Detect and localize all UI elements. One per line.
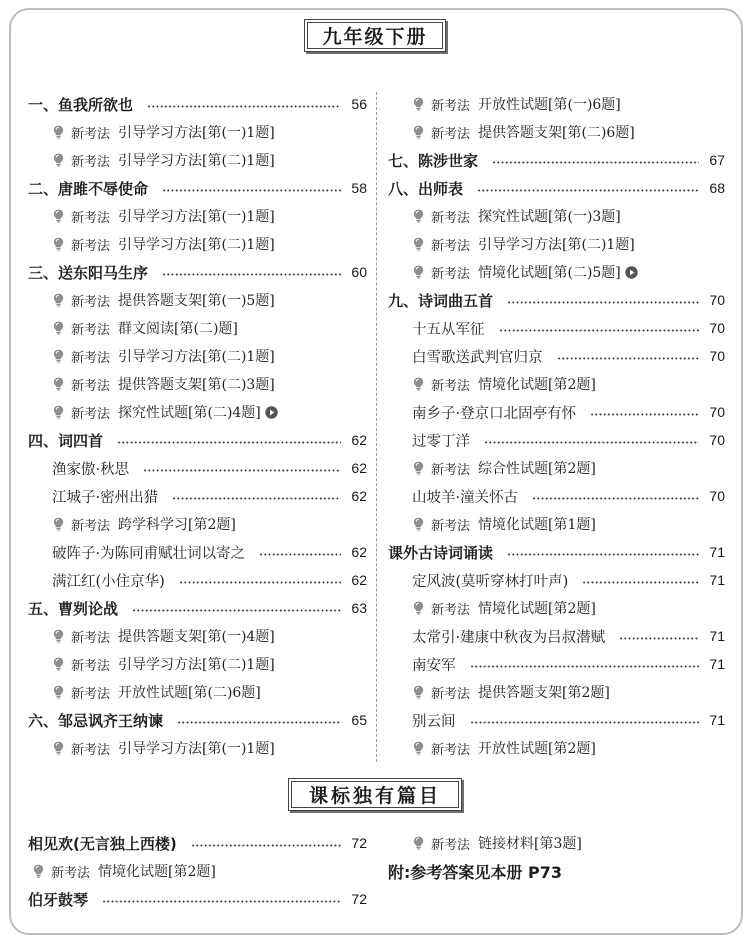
toc-method-item: [388, 118, 725, 146]
method-label: 引导学习方法: [478, 237, 563, 253]
question-ref: [第3题]: [534, 836, 582, 852]
lightbulb-icon: [413, 836, 424, 850]
lightbulb-icon: [53, 685, 64, 699]
section-title: 课标独有篇目: [291, 781, 459, 808]
question-ref: [第(二)1题]: [562, 237, 635, 253]
lightbulb-icon: [413, 685, 424, 699]
toc-poem-entry: [388, 482, 725, 510]
question-ref: [第(一)5题]: [202, 293, 275, 309]
page-number: 71: [709, 656, 725, 672]
lightbulb-icon: [33, 864, 44, 878]
toc-poem-entry: [28, 566, 367, 594]
method-tag: 新考法: [431, 462, 471, 478]
method-tag: 新考法: [431, 210, 471, 226]
question-ref: [第(一)1题]: [202, 741, 275, 757]
page-number: 70: [709, 348, 725, 364]
method-label: 提供答题支架: [478, 125, 563, 141]
question-ref: [第2题]: [548, 741, 596, 757]
page-number: 70: [709, 292, 725, 308]
question-ref: [第(二)6题]: [188, 685, 261, 701]
poem-title: 别云间: [412, 713, 456, 730]
lightbulb-icon: [53, 405, 64, 419]
question-ref: [第(二)1题]: [202, 349, 275, 365]
toc-chapter-heading: [388, 146, 725, 174]
toc-poem-entry: [388, 566, 725, 594]
method-label: 开放性试题: [118, 685, 189, 701]
dot-leader: [162, 273, 341, 276]
chapter-title: 相见欢(无言独上西楼): [28, 834, 177, 853]
lightbulb-icon: [413, 265, 424, 279]
page-number: 71: [709, 544, 725, 560]
dot-leader: [477, 189, 699, 192]
dot-leader: [177, 721, 341, 724]
method-label: 开放性试题: [478, 741, 549, 757]
method-label: 引导学习方法: [118, 209, 203, 225]
lightbulb-icon: [53, 517, 64, 531]
dot-leader: [582, 581, 699, 584]
dot-leader: [557, 357, 700, 360]
toc-chapter-heading: [388, 174, 725, 202]
dot-leader: [507, 553, 699, 556]
dot-leader: [259, 553, 341, 556]
method-label: 情境化试题: [478, 601, 549, 617]
method-label: 探究性试题: [118, 405, 189, 421]
toc-poem-entry: [388, 314, 725, 342]
answer-note: [388, 857, 725, 885]
toc-method-item: [388, 510, 725, 538]
toc-method-item: [388, 230, 725, 258]
method-tag: 新考法: [431, 378, 471, 394]
page-number: 72: [351, 835, 367, 851]
lightbulb-icon: [53, 349, 64, 363]
question-ref: [第(二)题]: [174, 321, 238, 337]
question-ref: [第2题]: [548, 377, 596, 393]
method-tag: 新考法: [71, 210, 111, 226]
volume-title-box: [304, 19, 446, 52]
question-ref: [第(二)4题]: [188, 405, 261, 421]
question-ref: [第(二)1题]: [202, 657, 275, 673]
method-tag: 新考法: [431, 126, 471, 142]
page-number: 67: [709, 152, 725, 168]
question-ref: [第(二)1题]: [202, 237, 275, 253]
method-label: 开放性试题: [478, 97, 549, 113]
toc-chapter-heading: [28, 174, 367, 202]
page-number: 70: [709, 432, 725, 448]
toc-method-item: [388, 594, 725, 622]
dot-leader: [162, 189, 341, 192]
method-label: 引导学习方法: [118, 153, 203, 169]
toc-method-item: [388, 370, 725, 398]
dot-leader: [147, 105, 341, 108]
dot-leader: [492, 161, 699, 164]
poem-title: 十五从军征: [412, 321, 485, 338]
page-number: 63: [351, 600, 367, 616]
question-ref: [第(一)6题]: [548, 97, 621, 113]
method-label: 引导学习方法: [118, 125, 203, 141]
toc-chapter-heading: [388, 538, 725, 566]
poem-title: 太常引·建康中秋夜为吕叔潜赋: [412, 629, 606, 646]
method-tag: 新考法: [431, 518, 471, 534]
chapter-title: 七、陈涉世家: [388, 151, 479, 170]
page-number: 56: [351, 96, 367, 112]
method-tag: 新考法: [431, 238, 471, 254]
question-ref: [第2题]: [562, 685, 610, 701]
dot-leader: [470, 721, 700, 724]
toc-left-column: [28, 90, 367, 762]
dot-leader: [470, 665, 700, 668]
page-number: 71: [709, 572, 725, 588]
lightbulb-icon: [53, 209, 64, 223]
page-number: 70: [709, 488, 725, 504]
method-tag: 新考法: [71, 294, 111, 310]
toc-method-item: [388, 678, 725, 706]
page-number: 58: [351, 180, 367, 196]
method-tag: 新考法: [71, 378, 111, 394]
method-tag: 新考法: [431, 686, 471, 702]
method-label: 探究性试题: [478, 209, 549, 225]
chapter-title: 五、曹刿论战: [28, 599, 119, 618]
toc-method-item: [28, 314, 367, 342]
method-label: 引导学习方法: [118, 349, 203, 365]
chapter-title: 四、词四首: [28, 431, 104, 450]
method-tag: 新考法: [431, 837, 471, 853]
method-label: 提供答题支架: [478, 685, 563, 701]
toc-right-column: [388, 90, 725, 762]
poem-title: 江城子·密州出猎: [52, 489, 159, 506]
page-number: 62: [351, 460, 367, 476]
lightbulb-icon: [413, 601, 424, 615]
poem-title: 满江红(小住京华): [52, 573, 165, 590]
page-number: 70: [709, 404, 725, 420]
method-tag: 新考法: [71, 518, 111, 534]
question-ref: [第2题]: [548, 601, 596, 617]
method-tag: 新考法: [71, 154, 111, 170]
lightbulb-icon: [413, 741, 424, 755]
toc-chapter-heading: [28, 594, 367, 622]
lightbulb-icon: [53, 629, 64, 643]
toc-poem-entry: [388, 650, 725, 678]
toc-method-item: [388, 202, 725, 230]
dot-leader: [172, 497, 341, 500]
method-tag: 新考法: [71, 686, 111, 702]
play-circle-icon: [265, 406, 278, 419]
chapter-title: 九、诗词曲五首: [388, 291, 494, 310]
toc-method-item: [28, 510, 367, 538]
dot-leader: [532, 497, 699, 500]
lightbulb-icon: [53, 657, 64, 671]
method-label: 引导学习方法: [118, 741, 203, 757]
question-ref: [第(一)1题]: [202, 125, 275, 141]
method-label: 综合性试题: [478, 461, 549, 477]
page-number: 72: [351, 891, 367, 907]
lightbulb-icon: [413, 209, 424, 223]
toc-chapter-heading: [28, 90, 367, 118]
method-label: 提供答题支架: [118, 377, 203, 393]
page-number: 70: [709, 320, 725, 336]
toc-method-item: [28, 857, 367, 885]
method-label: 跨学科学习: [118, 517, 189, 533]
page-number: 65: [351, 712, 367, 728]
lightbulb-icon: [413, 237, 424, 251]
method-tag: 新考法: [431, 98, 471, 114]
method-tag: 新考法: [71, 406, 111, 422]
toc-method-item: [28, 678, 367, 706]
toc-method-item: [28, 202, 367, 230]
toc-method-item: [388, 90, 725, 118]
toc-method-item: [28, 146, 367, 174]
dot-leader: [143, 469, 341, 472]
poem-title: 过零丁洋: [412, 433, 470, 450]
question-ref: [第2题]: [548, 461, 596, 477]
lightbulb-icon: [413, 461, 424, 475]
toc-chapter-heading: [28, 829, 367, 857]
toc-poem-entry: [388, 398, 725, 426]
method-tag: 新考法: [71, 630, 111, 646]
toc-method-item: [28, 370, 367, 398]
poem-title: 白雪歌送武判官归京: [412, 349, 543, 366]
dot-leader: [499, 329, 700, 332]
play-circle-icon: [625, 266, 638, 279]
toc-method-item: [28, 342, 367, 370]
page-number: 71: [709, 712, 725, 728]
method-label: 情境化试题: [478, 517, 549, 533]
toc-poem-entry: [388, 426, 725, 454]
method-label: 情境化试题: [98, 864, 169, 880]
lightbulb-icon: [53, 377, 64, 391]
toc-method-item: [28, 286, 367, 314]
chapter-title: 伯牙鼓琴: [28, 890, 89, 909]
toc-bottom-right-column: [388, 829, 725, 885]
volume-title: 九年级下册: [307, 22, 443, 49]
toc-method-item: [388, 454, 725, 482]
question-ref: [第(二)1题]: [202, 153, 275, 169]
toc-chapter-heading: [28, 258, 367, 286]
dot-leader: [590, 413, 699, 416]
toc-method-item: [388, 258, 725, 286]
method-tag: 新考法: [71, 742, 111, 758]
poem-title: 南乡子·登京口北固亭有怀: [412, 405, 577, 422]
page-number: 68: [709, 180, 725, 196]
method-tag: 新考法: [71, 126, 111, 142]
method-label: 引导学习方法: [118, 237, 203, 253]
question-ref: [第2题]: [188, 517, 236, 533]
page-number: 62: [351, 572, 367, 588]
toc-method-item: [28, 230, 367, 258]
chapter-title: 二、唐雎不辱使命: [28, 179, 149, 198]
toc-poem-entry: [388, 706, 725, 734]
question-ref: [第(一)3题]: [548, 209, 621, 225]
toc-method-item: [28, 398, 367, 426]
page-number: 71: [709, 628, 725, 644]
toc-poem-entry: [388, 342, 725, 370]
dot-leader: [179, 581, 342, 584]
toc-method-item: [28, 622, 367, 650]
lightbulb-icon: [53, 293, 64, 307]
lightbulb-icon: [53, 741, 64, 755]
toc-poem-entry: [28, 538, 367, 566]
toc-poem-entry: [28, 454, 367, 482]
chapter-title: 课外古诗词诵读: [388, 543, 494, 562]
toc-method-item: [28, 118, 367, 146]
question-ref: [第(二)3题]: [202, 377, 275, 393]
poem-title: 山坡羊·潼关怀古: [412, 489, 519, 506]
question-ref: [第2题]: [168, 864, 216, 880]
question-ref: [第(二)6题]: [562, 125, 635, 141]
dot-leader: [117, 441, 341, 444]
method-tag: 新考法: [431, 742, 471, 758]
question-ref: [第(一)1题]: [202, 209, 275, 225]
chapter-title: 三、送东阳马生序: [28, 263, 149, 282]
question-ref: [第(二)5题]: [548, 265, 621, 281]
chapter-title: 一、鱼我所欲也: [28, 95, 134, 114]
toc-method-item: [388, 829, 725, 857]
poem-title: 定风波(莫听穿林打叶声): [412, 573, 569, 590]
toc-method-item: [388, 734, 725, 762]
method-label: 群文阅读: [118, 321, 175, 337]
lightbulb-icon: [413, 377, 424, 391]
method-label: 链接材料: [478, 836, 535, 852]
dot-leader: [507, 301, 699, 304]
column-divider: [376, 92, 377, 762]
method-label: 提供答题支架: [118, 293, 203, 309]
dot-leader: [102, 900, 341, 903]
toc-poem-entry: [388, 622, 725, 650]
page-number: 62: [351, 544, 367, 560]
dot-leader: [132, 609, 341, 612]
answer-note-text: 附:参考答案见本册 P73: [388, 862, 562, 882]
page-number: 62: [351, 488, 367, 504]
page-number: 60: [351, 264, 367, 280]
toc-poem-entry: [28, 482, 367, 510]
dot-leader: [484, 441, 699, 444]
lightbulb-icon: [413, 97, 424, 111]
lightbulb-icon: [53, 153, 64, 167]
lightbulb-icon: [413, 125, 424, 139]
lightbulb-icon: [413, 517, 424, 531]
toc-method-item: [28, 734, 367, 762]
method-tag: 新考法: [71, 322, 111, 338]
method-tag: 新考法: [71, 658, 111, 674]
poem-title: 渔家傲·秋思: [52, 461, 130, 478]
chapter-title: 八、出师表: [388, 179, 464, 198]
method-label: 情境化试题: [478, 377, 549, 393]
question-ref: [第1题]: [548, 517, 596, 533]
method-label: 提供答题支架: [118, 629, 203, 645]
page-number: 62: [351, 432, 367, 448]
method-tag: 新考法: [431, 602, 471, 618]
section-title-box: [288, 778, 462, 811]
toc-chapter-heading: [28, 885, 367, 913]
method-tag: 新考法: [431, 266, 471, 282]
dot-leader: [191, 844, 342, 847]
poem-title: 南安军: [412, 657, 456, 674]
toc-bottom-left-column: [28, 829, 367, 913]
method-label: 引导学习方法: [118, 657, 203, 673]
lightbulb-icon: [53, 237, 64, 251]
lightbulb-icon: [53, 125, 64, 139]
poem-title: 破阵子·为陈同甫赋壮词以寄之: [52, 545, 246, 562]
toc-chapter-heading: [28, 426, 367, 454]
question-ref: [第(一)4题]: [202, 629, 275, 645]
chapter-title: 六、邹忌讽齐王纳谏: [28, 711, 164, 730]
method-tag: 新考法: [51, 865, 91, 881]
toc-chapter-heading: [28, 706, 367, 734]
toc-chapter-heading: [388, 286, 725, 314]
method-label: 情境化试题: [478, 265, 549, 281]
dot-leader: [619, 637, 699, 640]
method-tag: 新考法: [71, 350, 111, 366]
toc-method-item: [28, 650, 367, 678]
lightbulb-icon: [53, 321, 64, 335]
method-tag: 新考法: [71, 238, 111, 254]
